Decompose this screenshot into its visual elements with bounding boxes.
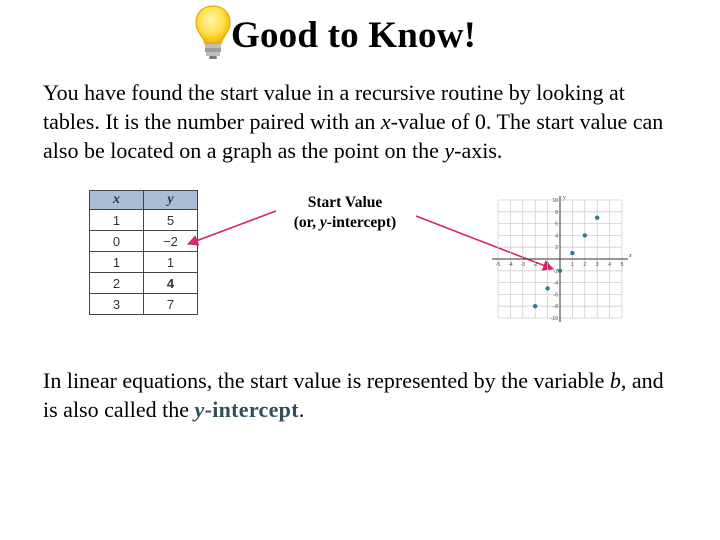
x-tick-label: 3 [595,262,599,268]
callout-line-1: Start Value [307,194,383,211]
intro-text-3: -axis. [454,138,503,163]
callout-text-a: (or, [293,214,320,231]
table-cell: 1 [144,252,198,273]
table-cell: 1 [90,252,144,273]
intro-text-2: -value of 0. The start value can also be located on a graph as the point on the [43,109,664,163]
table-cell: 5 [144,210,198,231]
y-tick-label: -2 [553,268,558,275]
data-point [533,304,537,308]
data-point [558,269,562,273]
y-tick-label: 2 [555,245,558,252]
data-point [570,251,574,255]
table-cell: −2 [144,231,198,252]
data-point [545,286,549,290]
bottom-text-2: , and is also called the [43,368,664,422]
x-tick-label: -1 [545,262,550,268]
x-tick-label: 4 [608,262,611,268]
x-tick-label: -2 [532,262,538,268]
bottom-text-3: . [298,397,305,422]
term-var-y: y [194,397,205,422]
table-header-y: y [144,191,198,210]
table-cell: 4 [144,273,198,294]
y-tick-label: -10 [550,316,558,322]
term-rest: -intercept [204,397,299,422]
callout-text-b: -intercept) [326,214,397,231]
x-tick-label: -5 [495,262,501,268]
axes [492,195,632,322]
x-tick-label: -3 [520,262,526,268]
data-point [583,233,587,237]
x-tick-label: 5 [620,262,624,268]
coordinate-graph [488,188,636,332]
y-tick-label: -6 [553,292,558,299]
x-tick-label: 1 [571,262,574,268]
x-tick-label: 2 [583,262,587,268]
y-tick-label: 6 [555,221,558,228]
y-tick-label: -8 [553,304,558,311]
bottom-var-b: b [609,368,621,393]
y-tick-label: 8 [555,209,558,216]
x-tick-label: -4 [508,262,513,268]
table-cell: 7 [144,294,198,315]
table-cell: 3 [90,294,144,315]
y-axis-label: y [563,195,566,201]
y-tick-label: -4 [553,280,558,287]
bottom-text-1: In linear equations, the start value is represented by the variable [43,368,610,393]
intro-var-x: x [380,109,391,134]
bottom-paragraph [43,366,683,424]
y-tick-label: 10 [552,198,558,204]
table-cell: 2 [90,273,144,294]
intro-text-1: You have found the start value in a recursive routine by looking at tables. It is the number paired with an [43,80,625,134]
page-title: Good to Know! [231,15,477,56]
table-cell: 1 [90,210,144,231]
y-intercept-term [195,397,299,422]
callout-var-y: y [319,214,327,231]
arrow-to-table [188,211,276,244]
table-cell: 0 [90,231,144,252]
x-axis-label: x [629,253,632,259]
table-header-x: x [90,191,144,210]
y-tick-label: 4 [555,233,558,240]
data-point [595,216,599,220]
intro-var-y: y [444,138,455,163]
